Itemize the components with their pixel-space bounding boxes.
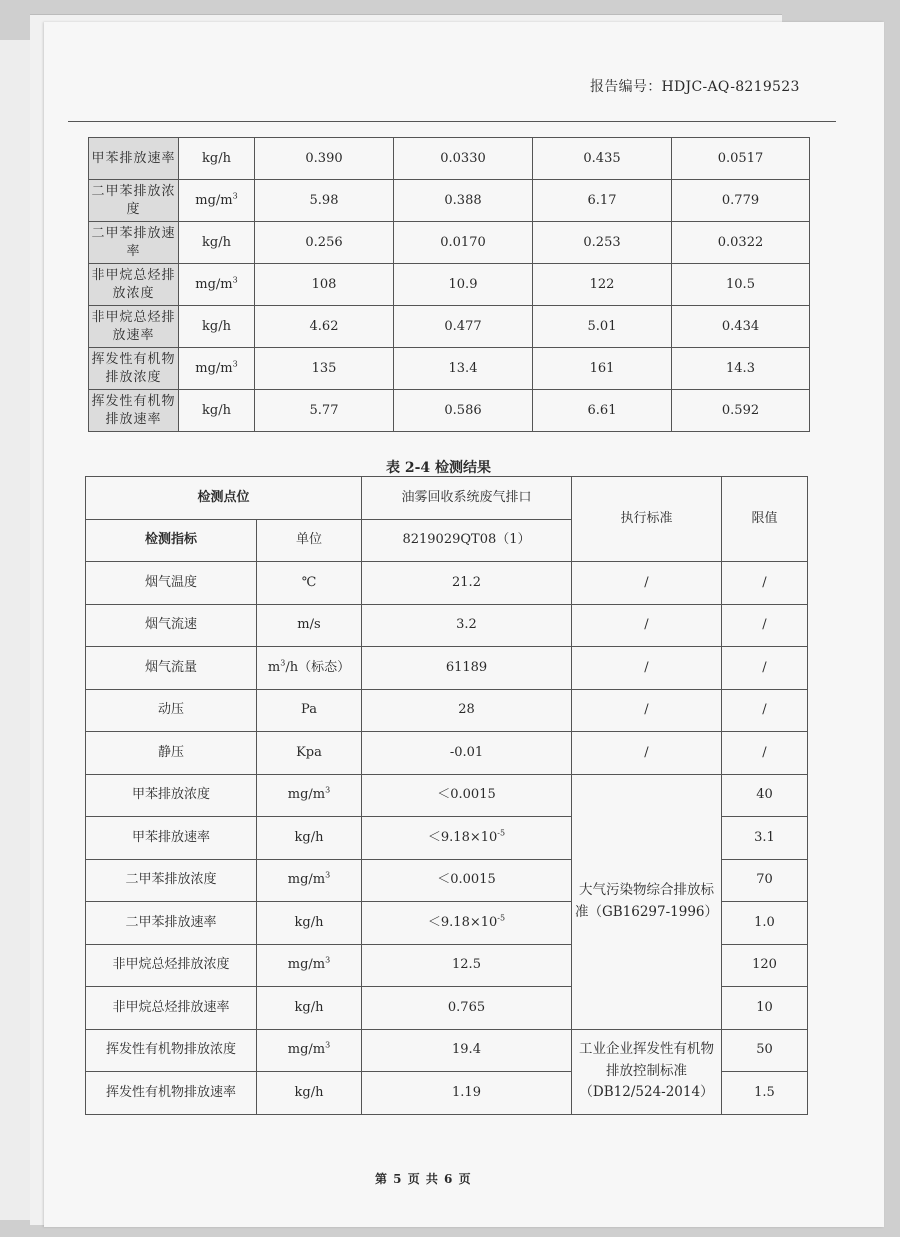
standard-cell: / xyxy=(572,562,722,605)
unit-cell: kg/h xyxy=(257,987,362,1030)
row-label: 二甲苯排放浓度 xyxy=(89,180,179,222)
table-row xyxy=(89,348,810,390)
indicator-cell: 甲苯排放速率 xyxy=(86,817,257,860)
unit-cell: $mg/m^3$ xyxy=(257,774,362,817)
value-cell: 0.592 xyxy=(672,390,810,432)
continued-results-table xyxy=(88,137,810,432)
table-row xyxy=(89,390,810,432)
indicator-cell: 烟气流速 xyxy=(86,604,257,647)
table-row xyxy=(86,562,808,605)
header-indicator: 检测指标 xyxy=(86,519,257,562)
standard-db12: 工业企业挥发性有机物排放控制标准（DB12/524-2014） xyxy=(572,1029,722,1114)
header-sample-id: 8219029QT08（1） xyxy=(362,519,572,562)
value-cell: 0.0517 xyxy=(672,138,810,180)
indicator-cell: 非甲烷总烃排放速率 xyxy=(86,987,257,1030)
value-cell: 0.435 xyxy=(533,138,672,180)
value-cell: 10.5 xyxy=(672,264,810,306)
value-cell: 0.765 xyxy=(362,987,572,1030)
value-cell: 0.253 xyxy=(533,222,672,264)
value-cell: 122 xyxy=(533,264,672,306)
results-table xyxy=(85,476,808,1115)
header-rule xyxy=(68,121,836,122)
value-cell: $<9.18\times 10^{-5}$ xyxy=(362,817,572,860)
unit-cell: kg/h xyxy=(179,138,255,180)
unit-cell: $m^3/h$（标态） xyxy=(257,647,362,690)
value-cell: 13.4 xyxy=(394,348,533,390)
value-cell: 0.0322 xyxy=(672,222,810,264)
limit-cell: 10 xyxy=(722,987,808,1030)
table-row xyxy=(86,732,808,775)
limit-cell: / xyxy=(722,562,808,605)
table-row xyxy=(86,774,808,817)
unit-cell: kg/h xyxy=(179,306,255,348)
header-limit: 限值 xyxy=(722,477,808,562)
limit-cell: 120 xyxy=(722,944,808,987)
unit-cell: m/s xyxy=(257,604,362,647)
value-cell: ＜0.0015 xyxy=(362,859,572,902)
unit-cell: $mg/m^3$ xyxy=(257,1029,362,1072)
header-unit: 单位 xyxy=(257,519,362,562)
indicator-cell: 烟气流量 xyxy=(86,647,257,690)
indicator-cell: 动压 xyxy=(86,689,257,732)
limit-cell: / xyxy=(722,604,808,647)
value-cell: 21.2 xyxy=(362,562,572,605)
limit-cell: 1.0 xyxy=(722,902,808,945)
value-cell: 4.62 xyxy=(255,306,394,348)
standard-cell: / xyxy=(572,647,722,690)
value-cell: 0.256 xyxy=(255,222,394,264)
unit-cell: $mg/m^3$ xyxy=(179,348,255,390)
indicator-cell: 烟气温度 xyxy=(86,562,257,605)
value-cell: 0.434 xyxy=(672,306,810,348)
unit-cell: kg/h xyxy=(257,817,362,860)
table-row xyxy=(89,264,810,306)
table-row xyxy=(89,222,810,264)
value-cell: 161 xyxy=(533,348,672,390)
value-cell: 135 xyxy=(255,348,394,390)
table-row xyxy=(86,647,808,690)
report-number: 报告编号：HDJC-AQ-8219523 xyxy=(590,79,800,95)
value-cell: ＜0.0015 xyxy=(362,774,572,817)
value-cell: -0.01 xyxy=(362,732,572,775)
limit-cell: 40 xyxy=(722,774,808,817)
unit-cell: ℃ xyxy=(257,562,362,605)
value-cell: 12.5 xyxy=(362,944,572,987)
limit-cell: 70 xyxy=(722,859,808,902)
table-header-row xyxy=(86,477,808,520)
header-point: 检测点位 xyxy=(86,477,362,520)
value-cell: 1.19 xyxy=(362,1072,572,1115)
limit-cell: / xyxy=(722,732,808,775)
standard-cell: / xyxy=(572,689,722,732)
limit-cell: 50 xyxy=(722,1029,808,1072)
value-cell: 0.388 xyxy=(394,180,533,222)
value-cell: 0.779 xyxy=(672,180,810,222)
table-row xyxy=(89,306,810,348)
value-cell: 0.0330 xyxy=(394,138,533,180)
standard-cell: / xyxy=(572,604,722,647)
limit-cell: / xyxy=(722,647,808,690)
value-cell: 6.61 xyxy=(533,390,672,432)
value-cell: 10.9 xyxy=(394,264,533,306)
value-cell: $<9.18\times 10^{-5}$ xyxy=(362,902,572,945)
indicator-cell: 挥发性有机物排放速率 xyxy=(86,1072,257,1115)
value-cell: 0.586 xyxy=(394,390,533,432)
value-cell: 5.98 xyxy=(255,180,394,222)
indicator-cell: 挥发性有机物排放浓度 xyxy=(86,1029,257,1072)
unit-cell: kg/h xyxy=(257,1072,362,1115)
value-cell: 3.2 xyxy=(362,604,572,647)
standard-cell: / xyxy=(572,732,722,775)
value-cell: 5.77 xyxy=(255,390,394,432)
table-row xyxy=(89,180,810,222)
unit-cell: kg/h xyxy=(179,222,255,264)
value-cell: 28 xyxy=(362,689,572,732)
unit-cell: $mg/m^3$ xyxy=(257,859,362,902)
unit-cell: kg/h xyxy=(257,902,362,945)
indicator-cell: 二甲苯排放速率 xyxy=(86,902,257,945)
limit-cell: 1.5 xyxy=(722,1072,808,1115)
value-cell: 108 xyxy=(255,264,394,306)
row-label: 非甲烷总烃排放速率 xyxy=(89,306,179,348)
unit-cell: $mg/m^3$ xyxy=(179,264,255,306)
row-label: 挥发性有机物排放浓度 xyxy=(89,348,179,390)
header-location: 油雾回收系统废气排口 xyxy=(362,477,572,520)
header-standard: 执行标准 xyxy=(572,477,722,562)
row-label: 非甲烷总烃排放浓度 xyxy=(89,264,179,306)
value-cell: 0.390 xyxy=(255,138,394,180)
indicator-cell: 甲苯排放浓度 xyxy=(86,774,257,817)
value-cell: 61189 xyxy=(362,647,572,690)
value-cell: 6.17 xyxy=(533,180,672,222)
unit-cell: $mg/m^3$ xyxy=(179,180,255,222)
table-row xyxy=(86,689,808,732)
indicator-cell: 非甲烷总烃排放浓度 xyxy=(86,944,257,987)
unit-cell: Pa xyxy=(257,689,362,732)
limit-cell: 3.1 xyxy=(722,817,808,860)
unit-cell: $mg/m^3$ xyxy=(257,944,362,987)
value-cell: 5.01 xyxy=(533,306,672,348)
row-label: 甲苯排放速率 xyxy=(89,138,179,180)
value-cell: 0.477 xyxy=(394,306,533,348)
row-label: 挥发性有机物排放速率 xyxy=(89,390,179,432)
limit-cell: / xyxy=(722,689,808,732)
indicator-cell: 二甲苯排放浓度 xyxy=(86,859,257,902)
unit-cell: kg/h xyxy=(179,390,255,432)
page-number: 第 5 页 共 6 页 xyxy=(375,1172,472,1186)
table-row xyxy=(86,604,808,647)
table-caption: 表 2-4 检测结果 xyxy=(386,460,492,476)
row-label: 二甲苯排放速率 xyxy=(89,222,179,264)
standard-gb16297: 大气污染物综合排放标准（GB16297-1996） xyxy=(572,774,722,1029)
value-cell: 0.0170 xyxy=(394,222,533,264)
indicator-cell: 静压 xyxy=(86,732,257,775)
value-cell: 14.3 xyxy=(672,348,810,390)
table-row xyxy=(86,1029,808,1072)
table-row xyxy=(89,138,810,180)
unit-cell: Kpa xyxy=(257,732,362,775)
value-cell: 19.4 xyxy=(362,1029,572,1072)
